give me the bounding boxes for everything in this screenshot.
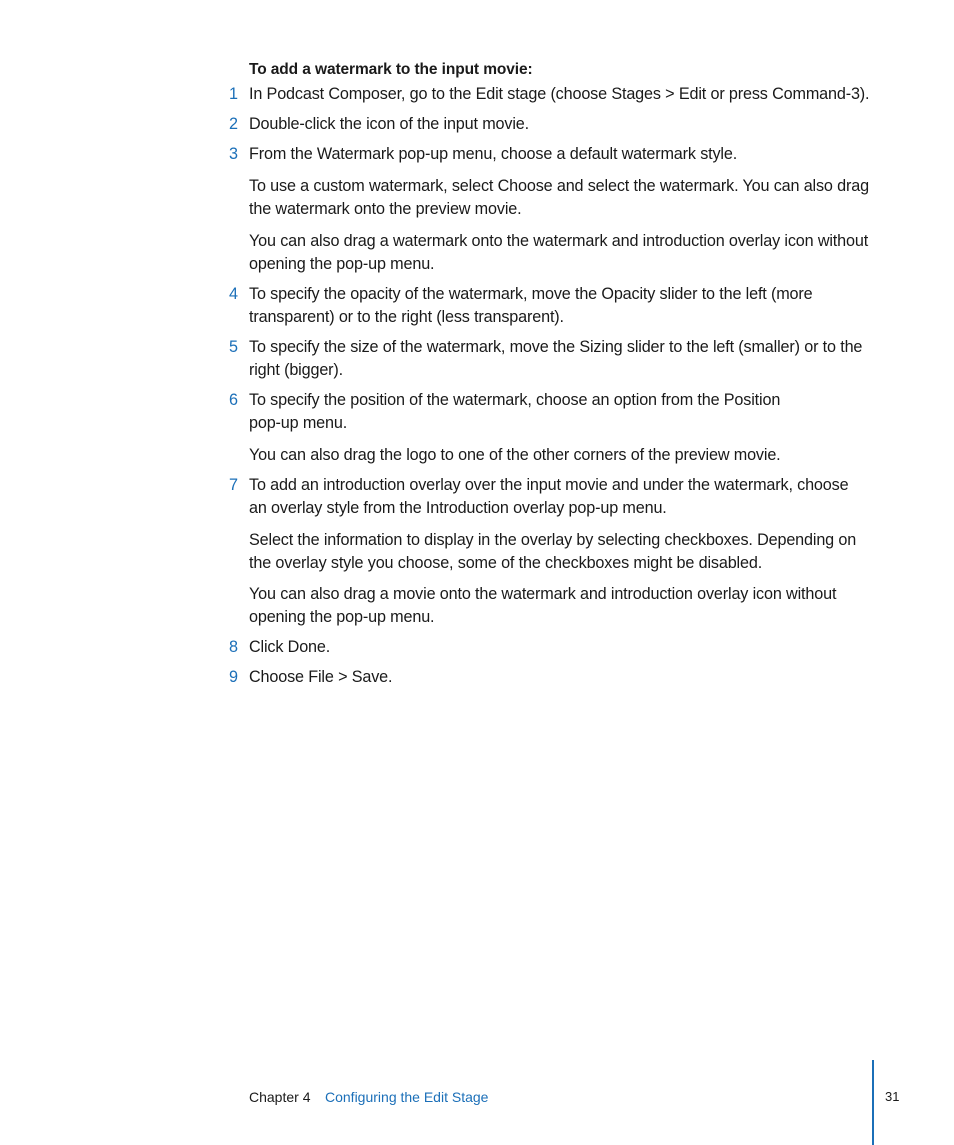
step-number: 5 [228,338,238,356]
step-text: To specify the size of the watermark, move the Sizing slider to the left (smaller) or to the right (bigger). [249,338,863,379]
procedure-heading: To add a watermark to the input movie: [249,61,533,78]
step-number: 2 [228,115,238,133]
step-text: Double-click the icon of the input movie. [249,115,529,133]
step-note: Select the information to display in the overlay by selecting checkboxes. Depending on the overlay style you choose, some of the checkboxes might be disabled. [249,531,857,572]
step-number: 7 [228,476,238,494]
step-number: 8 [228,638,238,656]
page-number: 31 [885,1089,900,1104]
step-note: You can also drag the logo to one of the other corners of the preview movie. [249,446,781,464]
step-number: 9 [228,668,238,686]
step-note: You can also drag a movie onto the watermark and introduction overlay icon without opening the pop-up menu. [249,585,837,626]
step-number: 1 [228,85,238,103]
step-text: Choose File > Save. [249,668,393,686]
step-text: To add an introduction overlay over the input movie and under the watermark, choose an overlay style from the Introduction overlay pop-up menu. [249,476,849,517]
step-number: 6 [228,391,238,409]
step-text: To specify the position of the watermark, choose an option from the Position pop-up menu. [249,391,781,432]
step-text: From the Watermark pop-up menu, choose a default watermark style. [249,145,738,163]
footer-divider [872,1060,874,1145]
step-text: In Podcast Composer, go to the Edit stage (choose Stages > Edit or press Command-3). [249,85,870,103]
step-number: 3 [228,145,238,163]
step-note: To use a custom watermark, select Choose and select the watermark. You can also drag the watermark onto the preview movie. [249,177,869,218]
step-text: Click Done. [249,638,331,656]
step-note: You can also drag a watermark onto the watermark and introduction overlay icon without opening the pop-up menu. [249,232,869,273]
step-number: 4 [228,285,238,303]
footer-chapter-title: Configuring the Edit Stage [325,1089,489,1105]
footer-chapter-label: Chapter 4 [249,1089,311,1105]
step-text: To specify the opacity of the watermark, move the Opacity slider to the left (more transparent) or to the right (less transparent). [249,285,813,326]
